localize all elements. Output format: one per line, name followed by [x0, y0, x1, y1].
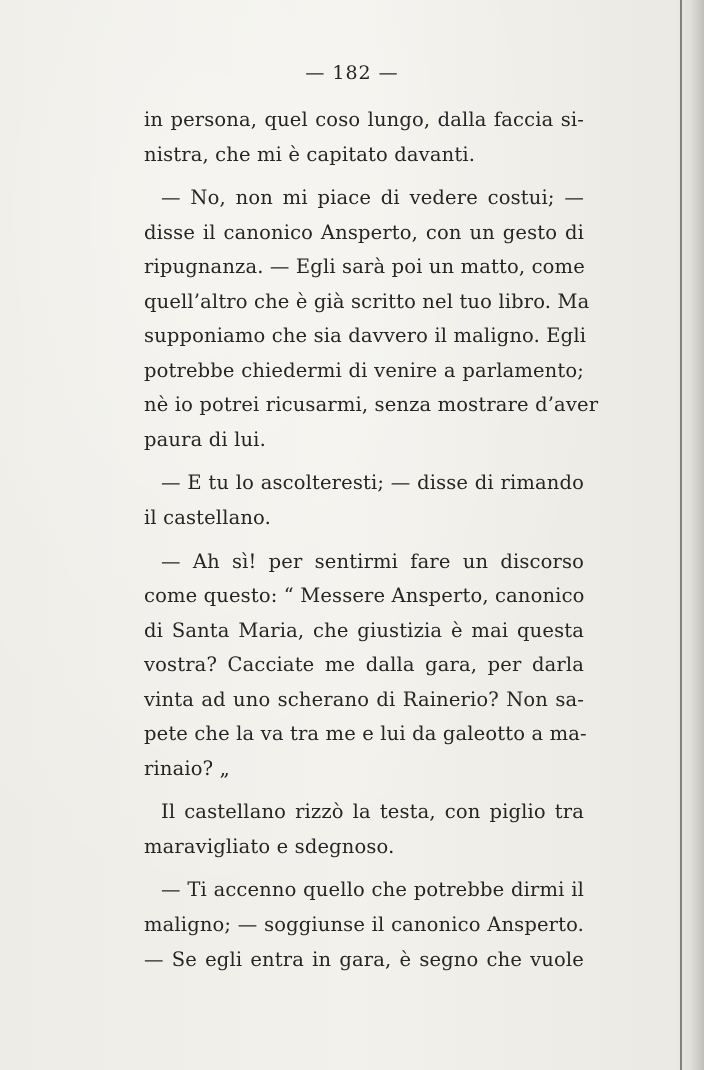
text-line: in persona, quel coso lungo, dalla faccia si-: [144, 108, 584, 131]
text-line: ripugnanza. — Egli sarà poi un matto, come: [144, 255, 585, 279]
text-line: supponiamo che sia davvero il maligno. Egli: [144, 324, 587, 348]
text-line: il castellano.: [144, 506, 271, 530]
text-line: rinaio? „: [144, 756, 230, 780]
text-line: — Ah sì! per sentirmi fare un discorso: [161, 549, 584, 573]
text-line: Il castellano rizzò la testa, con piglio tra: [161, 800, 584, 824]
text-line: — No, non mi piace di vedere costui; —: [161, 186, 584, 210]
text-line: — Se egli entra in gara, è segno che vuole: [144, 947, 584, 971]
text-line: come questo: “ Messere Ansperto, canonico: [144, 584, 585, 608]
text-line: vostra? Cacciate me dalla gara, per darla: [144, 653, 584, 677]
text-line: potrebbe chiedermi di venire a parlamento;: [144, 358, 584, 382]
text-line: quell’altro che è già scritto nel tuo libro. Ma: [144, 289, 590, 313]
text-line: nè io potrei ricusarmi, senza mostrare d’aver: [144, 393, 599, 417]
text-line: paura di lui.: [144, 427, 266, 451]
text-line: — Ti accenno quello che potrebbe dirmi il: [161, 878, 584, 902]
body-text: [144, 103, 599, 977]
text-line: — E tu lo ascolteresti; — disse di rimando: [161, 471, 584, 495]
text-line: disse il canonico Ansperto, con un gesto di: [144, 220, 584, 244]
text-line: maravigliato e sdegnoso.: [144, 834, 395, 858]
page-number: — 182 —: [305, 62, 399, 84]
text-line: nistra, che mi è capitato davanti.: [144, 142, 476, 166]
text-line: vinta ad uno scherano di Rainerio? Non sa-: [144, 687, 584, 711]
text-line: maligno; — soggiunse il canonico Ansperto.: [144, 913, 584, 937]
text-line: di Santa Maria, che giustizia è mai questa: [144, 618, 584, 642]
page-edge-line: [680, 0, 682, 1070]
text-line: pete che la va tra me e lui da galeotto a ma-: [144, 722, 587, 746]
